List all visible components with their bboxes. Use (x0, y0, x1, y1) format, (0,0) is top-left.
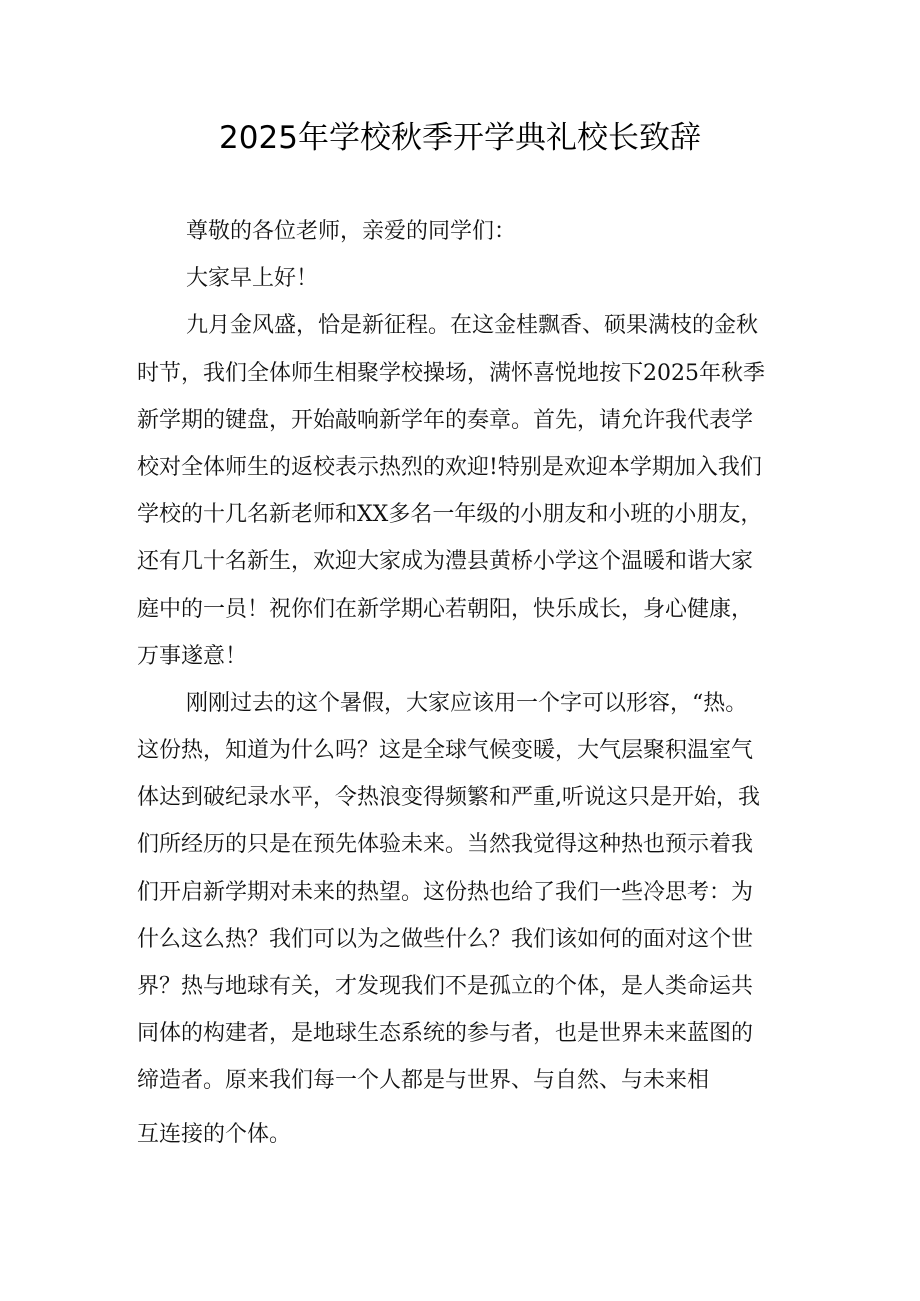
document-title: 2025年学校秋季开学典礼校长致辞 (219, 120, 701, 156)
document-body (137, 208, 797, 1158)
text-line: 刚刚过去的这个暑假，大家应该用一个字可以形容，“热。 (186, 690, 748, 716)
text-line: 校对全体师生的返校表示热烈的欢迎!特别是欢迎本学期加入我们 (137, 454, 762, 480)
text-line: 们所经历的只是在预先体验未来。当然我觉得这种热也预示着我 (137, 832, 754, 858)
text-line: 庭中的一员！祝你们在新学期心若朝阳，快乐成长，身心健康， (137, 596, 754, 622)
text-line: 互连接的个体。 (137, 1121, 292, 1147)
text-line: 学校的十几名新老师和XX多名一年级的小朋友和小班的小朋友， (137, 502, 763, 528)
text-line: 万事遂意！ (137, 643, 248, 669)
text-line: 同体的构建者，是地球生态系统的参与者，也是世界未来蓝图的 (137, 1021, 754, 1047)
text-line: 时节，我们全体师生相聚学校操场，满怀喜悦地按下2025年秋季 (137, 360, 765, 386)
text-line: 们开启新学期对未来的热望。这份热也给了我们一些冷思考：为 (137, 879, 754, 905)
text-line: 九月金风盛，恰是新征程。在这金桂飘香、硕果满枝的金秋 (186, 313, 759, 339)
text-line: 界？热与地球有关，才发现我们不是孤立的个体，是人类命运共 (137, 974, 754, 999)
text-line: 大家早上好！ (186, 266, 319, 292)
text-line: 新学期的键盘，开始敲响新学年的奏章。首先，请允许我代表学 (137, 407, 754, 433)
text-line: 这份热，知道为什么吗？这是全球气候变暖，大气层聚积温室气 (137, 738, 754, 764)
text-line: 什么这么热？我们可以为之做些什么？我们该如何的面对这个世 (137, 926, 754, 952)
text-line: 缔造者。原来我们每一个人都是与世界、与自然、与未来相 (137, 1068, 710, 1094)
text-line: 体达到破纪录水平，令热浪变得频繁和严重,听说这只是开始，我 (137, 785, 760, 811)
text-line: 还有几十名新生，欢迎大家成为澧县黄桥小学这个温暖和谐大家 (137, 549, 754, 575)
text-line: 尊敬的各位老师，亲爱的同学们： (186, 219, 517, 244)
